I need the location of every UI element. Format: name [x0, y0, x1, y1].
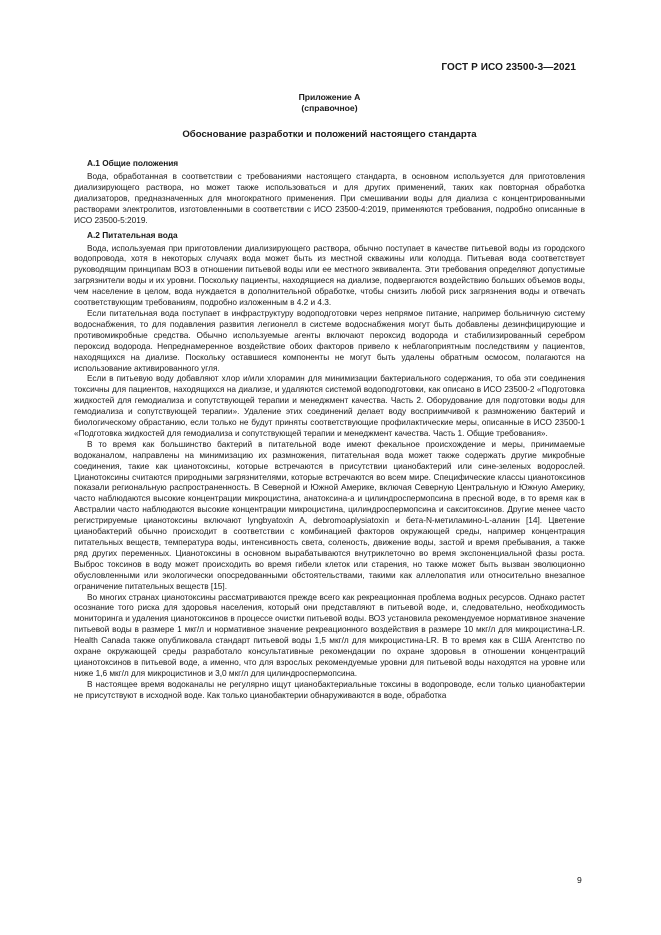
- section-heading: А.2 Питательная вода: [87, 229, 178, 240]
- annex-status: (справочное): [301, 103, 358, 113]
- paragraph: Вода, используемая при приготовлении диализирующего раствора, обычно поступает в качестве питьевой воды из городского водопровода, хотя в некоторых случаях вода может быть из местной скважины или колодца. Питьевая вода соответствует руководящим принципам ВОЗ в отношении питьевой воды или ее местного эквивалента. Эти требования определяют допустимые загрязнители воды и их уровни. Поскольку пациенты, находящиеся на диализе, подвергаются воздействию больших объемов воды, чем население в целом, вода нуждается в дополнительной обработке, чтобы снизить любой риск загрязнения воды и отвечать соответствующим требованиям, подробно изложенным в 4.2 и 4.3.: [74, 242, 585, 308]
- section-heading: А.1 Общие положения: [87, 158, 179, 168]
- page-number: 9: [577, 875, 582, 885]
- annex-title: Обоснование разработки и положений настоящего стандарта: [182, 129, 477, 140]
- paragraph: В настоящее время водоканалы не регулярно ищут цианобактериальные токсины в водопроводе, если только цианобактерии не присутствуют в исходной воде. Как только цианобактерии обнаруживаются в воде, обработка: [74, 678, 585, 700]
- annex-label: Приложение А: [298, 92, 361, 102]
- document-id: ГОСТ Р ИСО 23500-3—2021: [441, 62, 576, 73]
- paragraph: Если в питьевую воду добавляют хлор и/или хлорамин для минимизации бактериального содержания, то оба эти соединения токсичны для пациентов, находящихся на диализе, и удаляются системой водоподготовки, как описано в ИСО 23500-2 «Подготовка жидкостей для гемодиализа и сопутствующей терапии и менеджмент качества. Часть 2. Оборудование для подготовки воды для гемодиализа и сопутствующей терапии». Удаление этих соединений делает воду восприимчивой к размножению бактерий и биологическому обрастанию, если только не будут приняты соответствующие профилактические меры, описанные в ИСО 23500-1 «Подготовка жидкостей для гемодиализа и сопутствующей терапии и менеджмент качества. Часть 1. Общие требования».: [74, 373, 585, 438]
- paragraph: В то время как большинство бактерий в питательной воде имеют фекальное происхождение и меры, принимаемые водоканалом, направлены на минимизацию их размножения, питательная вода может также содержать другие микробные соединения, такие как цианотоксины, которые встречаются в присутствии цианобактерий или сине-зеленых водорослей. Цианотоксины считаются природными загрязнителями, которые встречаются во всем мире. Специфические классы цианотоксинов показали региональную распространенность. В Северной и Южной Америке, включая Северную Центральную и Южную Америку, часто наблюдаются высокие концентрации микроцистина, анатоксина-а и цилиндроспермопсина в пресной воде, в то время как в Австралии часто наблюдаются высокие концентрации микроцистина, цилиндроспермопсина и сакситоксинов. Другие менее часто регистрируемые цианотоксины включают lyngbyatoxin A, debromoaplysiatoxin и бета-N-метиламино-L-аланин [14]. Цветение цианобактерий обычно происходит в соответствии с комбинацией факторов окружающей среды, например концентрация питательных веществ, температура воды, интенсивность света, соленость, движение воды, застой и время пребывания, а также ряд других переменных. Цианотоксины в основном вырабатываются внутриклеточно во время экспоненциальной фазы роста. Выброс токсинов в воду может происходить во время гибели клеток или старения, но также может быть вызван эволюционно обусловленными или экологически опосредованными обстоятельствами, такими как аллелопатия или относительно внезапное ограничение питательных веществ [15].: [74, 438, 585, 591]
- paragraph: Если питательная вода поступает в инфраструктуру водоподготовки через непрямое питание, например больничную систему водоснабжения, то для подавления развития легионелл в системе водоснабжения могут быть добавлены дезинфицирующие и противомикробные средства. Обычно используемые агенты включают пероксид водорода и стабилизированный серебром пероксид водорода. Непреднамеренное воздействие обоих факторов привело к неблагоприятным последствиям у пациентов, находящихся на диализе. Поскольку оставшиеся компоненты не могут быть удалены обратным осмосом, полагаются на использование активированного угля.: [74, 307, 585, 373]
- section-general: [74, 158, 585, 226]
- page-content: [74, 92, 585, 701]
- paragraph: Вода, обработанная в соответствии с требованиями настоящего стандарта, в основном используется для приготовления диализирующего раствора, но может также использоваться и для других применений, таких как повторная обработка диализаторов, предназначенных для многократного применения. При смешивании воды для диализа с концентрированными растворами электролитов, изготовленными в соответствии с ИСО 23500-4:2019, применяются требования, подробно описанные в ИСО 23500-5:2019.: [74, 171, 585, 225]
- paragraph: Во многих странах цианотоксины рассматриваются прежде всего как рекреационная проблема водных ресурсов. Однако растет осознание того риска для здоровья населения, который они представляют в питьевой воде, и, следовательно, необходимость мониторинга и удаления цианотоксинов в процессе очистки питьевой воды. ВОЗ установила рекомендуемое нормативное значение питьевой воды в размере 1 мкг/л и нормативное значение рекреационного воздействия в размере 10 мкг/л для микроцистина-LR. Health Canada также опубликовала стандарт питьевой воды 1,5 мкг/л для микроцистина-LR. В то время как в США Агентство по охране окружающей среды разработало консультативные рекомендации по охране здоровья в отношении концентраций цианотоксинов в питьевой воде, а именно, что для взрослых рекомендуемые уровни для питьевой воды находятся на уровне или ниже 1,6 мкг/л для микроцистинов и 3,0 мкг/л для цилиндроспермопсина.: [74, 591, 585, 678]
- section-feed-water: [74, 230, 585, 701]
